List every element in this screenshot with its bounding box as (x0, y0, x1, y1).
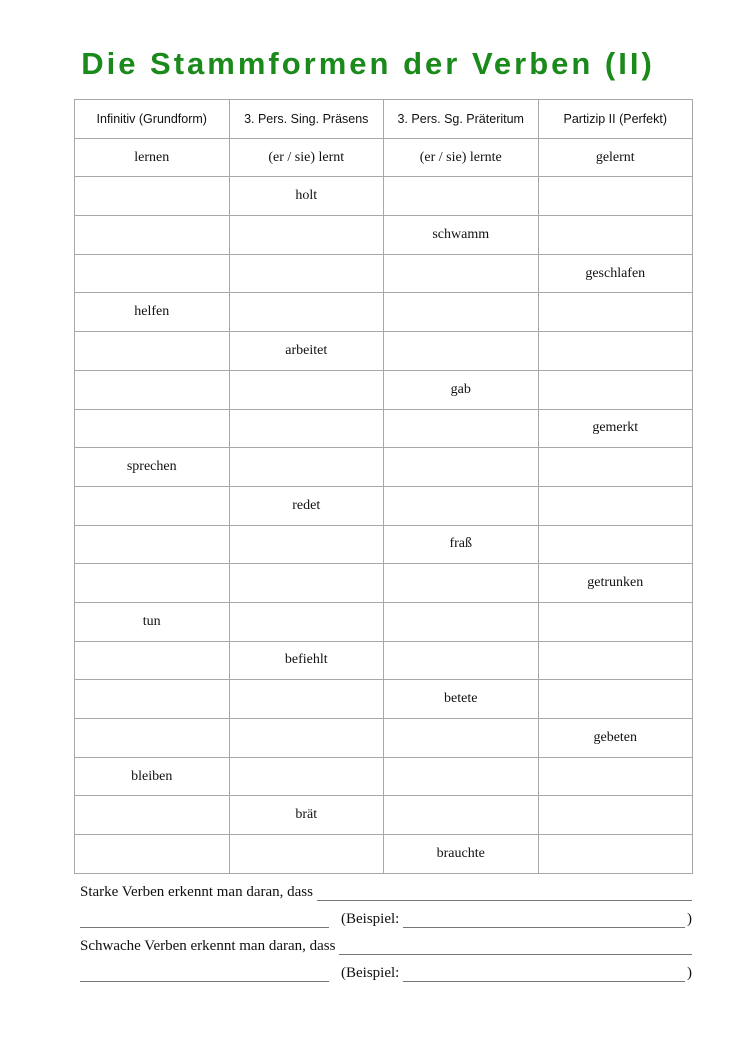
partizip-cell[interactable] (538, 177, 693, 216)
example-label: (Beispiel: (341, 911, 400, 927)
example-blank[interactable] (403, 967, 685, 982)
infinitiv-cell: lernen (75, 138, 230, 177)
partizip-cell[interactable] (538, 641, 693, 680)
table-body (75, 138, 693, 873)
praeteritum-cell: gab (384, 370, 539, 409)
table-row (75, 293, 693, 332)
table-header-row (75, 100, 693, 139)
partizip-cell: gemerkt (538, 409, 693, 448)
praesens-cell: befiehlt (229, 641, 384, 680)
praeteritum-cell: fraß (384, 525, 539, 564)
praeteritum-cell[interactable] (384, 719, 539, 758)
infinitiv-cell[interactable] (75, 332, 230, 371)
infinitiv-cell[interactable] (75, 680, 230, 719)
partizip-cell[interactable] (538, 835, 693, 874)
strong-verbs-line (80, 874, 692, 901)
weak-verbs-line (80, 928, 692, 955)
strong-verbs-label: Starke Verben erkennt man daran, dass (80, 884, 313, 900)
praesens-cell: arbeitet (229, 332, 384, 371)
partizip-cell[interactable] (538, 757, 693, 796)
page-title: Die Stammformen der Verben (II) (81, 46, 655, 81)
praesens-cell[interactable] (229, 254, 384, 293)
partizip-cell[interactable] (538, 525, 693, 564)
infinitiv-cell[interactable] (75, 641, 230, 680)
table-row (75, 332, 693, 371)
table-row (75, 835, 693, 874)
infinitiv-cell: tun (75, 602, 230, 641)
praesens-cell[interactable] (229, 409, 384, 448)
weak-verbs-example-line (80, 955, 692, 982)
infinitiv-cell[interactable] (75, 564, 230, 603)
answer-lines (80, 874, 692, 982)
infinitiv-cell[interactable] (75, 409, 230, 448)
praeteritum-cell[interactable] (384, 293, 539, 332)
weak-verbs-label: Schwache Verben erkennt man daran, dass (80, 938, 336, 954)
partizip-cell[interactable] (538, 216, 693, 255)
praesens-cell: (er / sie) lernt (229, 138, 384, 177)
table-row (75, 370, 693, 409)
praeteritum-cell[interactable] (384, 177, 539, 216)
infinitiv-cell[interactable] (75, 835, 230, 874)
partizip-cell[interactable] (538, 293, 693, 332)
partizip-cell: gebeten (538, 719, 693, 758)
infinitiv-cell[interactable] (75, 254, 230, 293)
table-row (75, 757, 693, 796)
table-row (75, 680, 693, 719)
praesens-cell[interactable] (229, 293, 384, 332)
header-praesens: 3. Pers. Sing. Präsens (229, 100, 384, 139)
answer-blank[interactable] (80, 913, 329, 928)
table-row (75, 177, 693, 216)
praesens-cell[interactable] (229, 680, 384, 719)
praesens-cell[interactable] (229, 757, 384, 796)
infinitiv-cell[interactable] (75, 370, 230, 409)
partizip-cell: getrunken (538, 564, 693, 603)
table-row (75, 254, 693, 293)
example-label: (Beispiel: (341, 965, 400, 981)
infinitiv-cell[interactable] (75, 719, 230, 758)
partizip-cell[interactable] (538, 796, 693, 835)
infinitiv-cell: sprechen (75, 448, 230, 487)
praesens-cell[interactable] (229, 525, 384, 564)
table-row (75, 525, 693, 564)
praeteritum-cell[interactable] (384, 641, 539, 680)
infinitiv-cell: bleiben (75, 757, 230, 796)
partizip-cell[interactable] (538, 370, 693, 409)
praeteritum-cell[interactable] (384, 332, 539, 371)
table-row (75, 138, 693, 177)
infinitiv-cell[interactable] (75, 486, 230, 525)
partizip-cell[interactable] (538, 602, 693, 641)
table-row (75, 564, 693, 603)
answer-blank[interactable] (317, 886, 692, 901)
table-row (75, 796, 693, 835)
praeteritum-cell: (er / sie) lernte (384, 138, 539, 177)
praesens-cell[interactable] (229, 564, 384, 603)
praeteritum-cell: schwamm (384, 216, 539, 255)
praesens-cell[interactable] (229, 835, 384, 874)
praeteritum-cell[interactable] (384, 486, 539, 525)
praeteritum-cell[interactable] (384, 254, 539, 293)
praesens-cell[interactable] (229, 719, 384, 758)
partizip-cell[interactable] (538, 448, 693, 487)
table-row (75, 641, 693, 680)
praeteritum-cell[interactable] (384, 448, 539, 487)
praeteritum-cell: betete (384, 680, 539, 719)
praesens-cell[interactable] (229, 370, 384, 409)
infinitiv-cell: helfen (75, 293, 230, 332)
answer-blank[interactable] (339, 940, 692, 955)
praeteritum-cell[interactable] (384, 757, 539, 796)
praeteritum-cell[interactable] (384, 602, 539, 641)
praesens-cell: redet (229, 486, 384, 525)
infinitiv-cell[interactable] (75, 796, 230, 835)
praeteritum-cell[interactable] (384, 796, 539, 835)
praesens-cell[interactable] (229, 602, 384, 641)
infinitiv-cell[interactable] (75, 525, 230, 564)
table-row (75, 486, 693, 525)
header-infinitiv: Infinitiv (Grundform) (75, 100, 230, 139)
praeteritum-cell: brauchte (384, 835, 539, 874)
table-row (75, 602, 693, 641)
closing-parenthesis: ) (687, 965, 692, 981)
partizip-cell[interactable] (538, 680, 693, 719)
infinitiv-cell[interactable] (75, 177, 230, 216)
answer-blank[interactable] (80, 967, 329, 982)
header-praeteritum: 3. Pers. Sg. Präteritum (384, 100, 539, 139)
strong-verbs-example-line (80, 901, 692, 928)
partizip-cell[interactable] (538, 332, 693, 371)
verb-forms-table (74, 99, 693, 874)
infinitiv-cell[interactable] (75, 216, 230, 255)
table-row (75, 719, 693, 758)
closing-parenthesis: ) (687, 911, 692, 927)
table-row (75, 216, 693, 255)
table-row (75, 409, 693, 448)
praesens-cell: brät (229, 796, 384, 835)
praeteritum-cell[interactable] (384, 409, 539, 448)
partizip-cell: geschlafen (538, 254, 693, 293)
praesens-cell: holt (229, 177, 384, 216)
praeteritum-cell[interactable] (384, 564, 539, 603)
header-partizip: Partizip II (Perfekt) (538, 100, 693, 139)
praesens-cell[interactable] (229, 216, 384, 255)
partizip-cell: gelernt (538, 138, 693, 177)
partizip-cell[interactable] (538, 486, 693, 525)
table-row (75, 448, 693, 487)
example-blank[interactable] (403, 913, 685, 928)
praesens-cell[interactable] (229, 448, 384, 487)
